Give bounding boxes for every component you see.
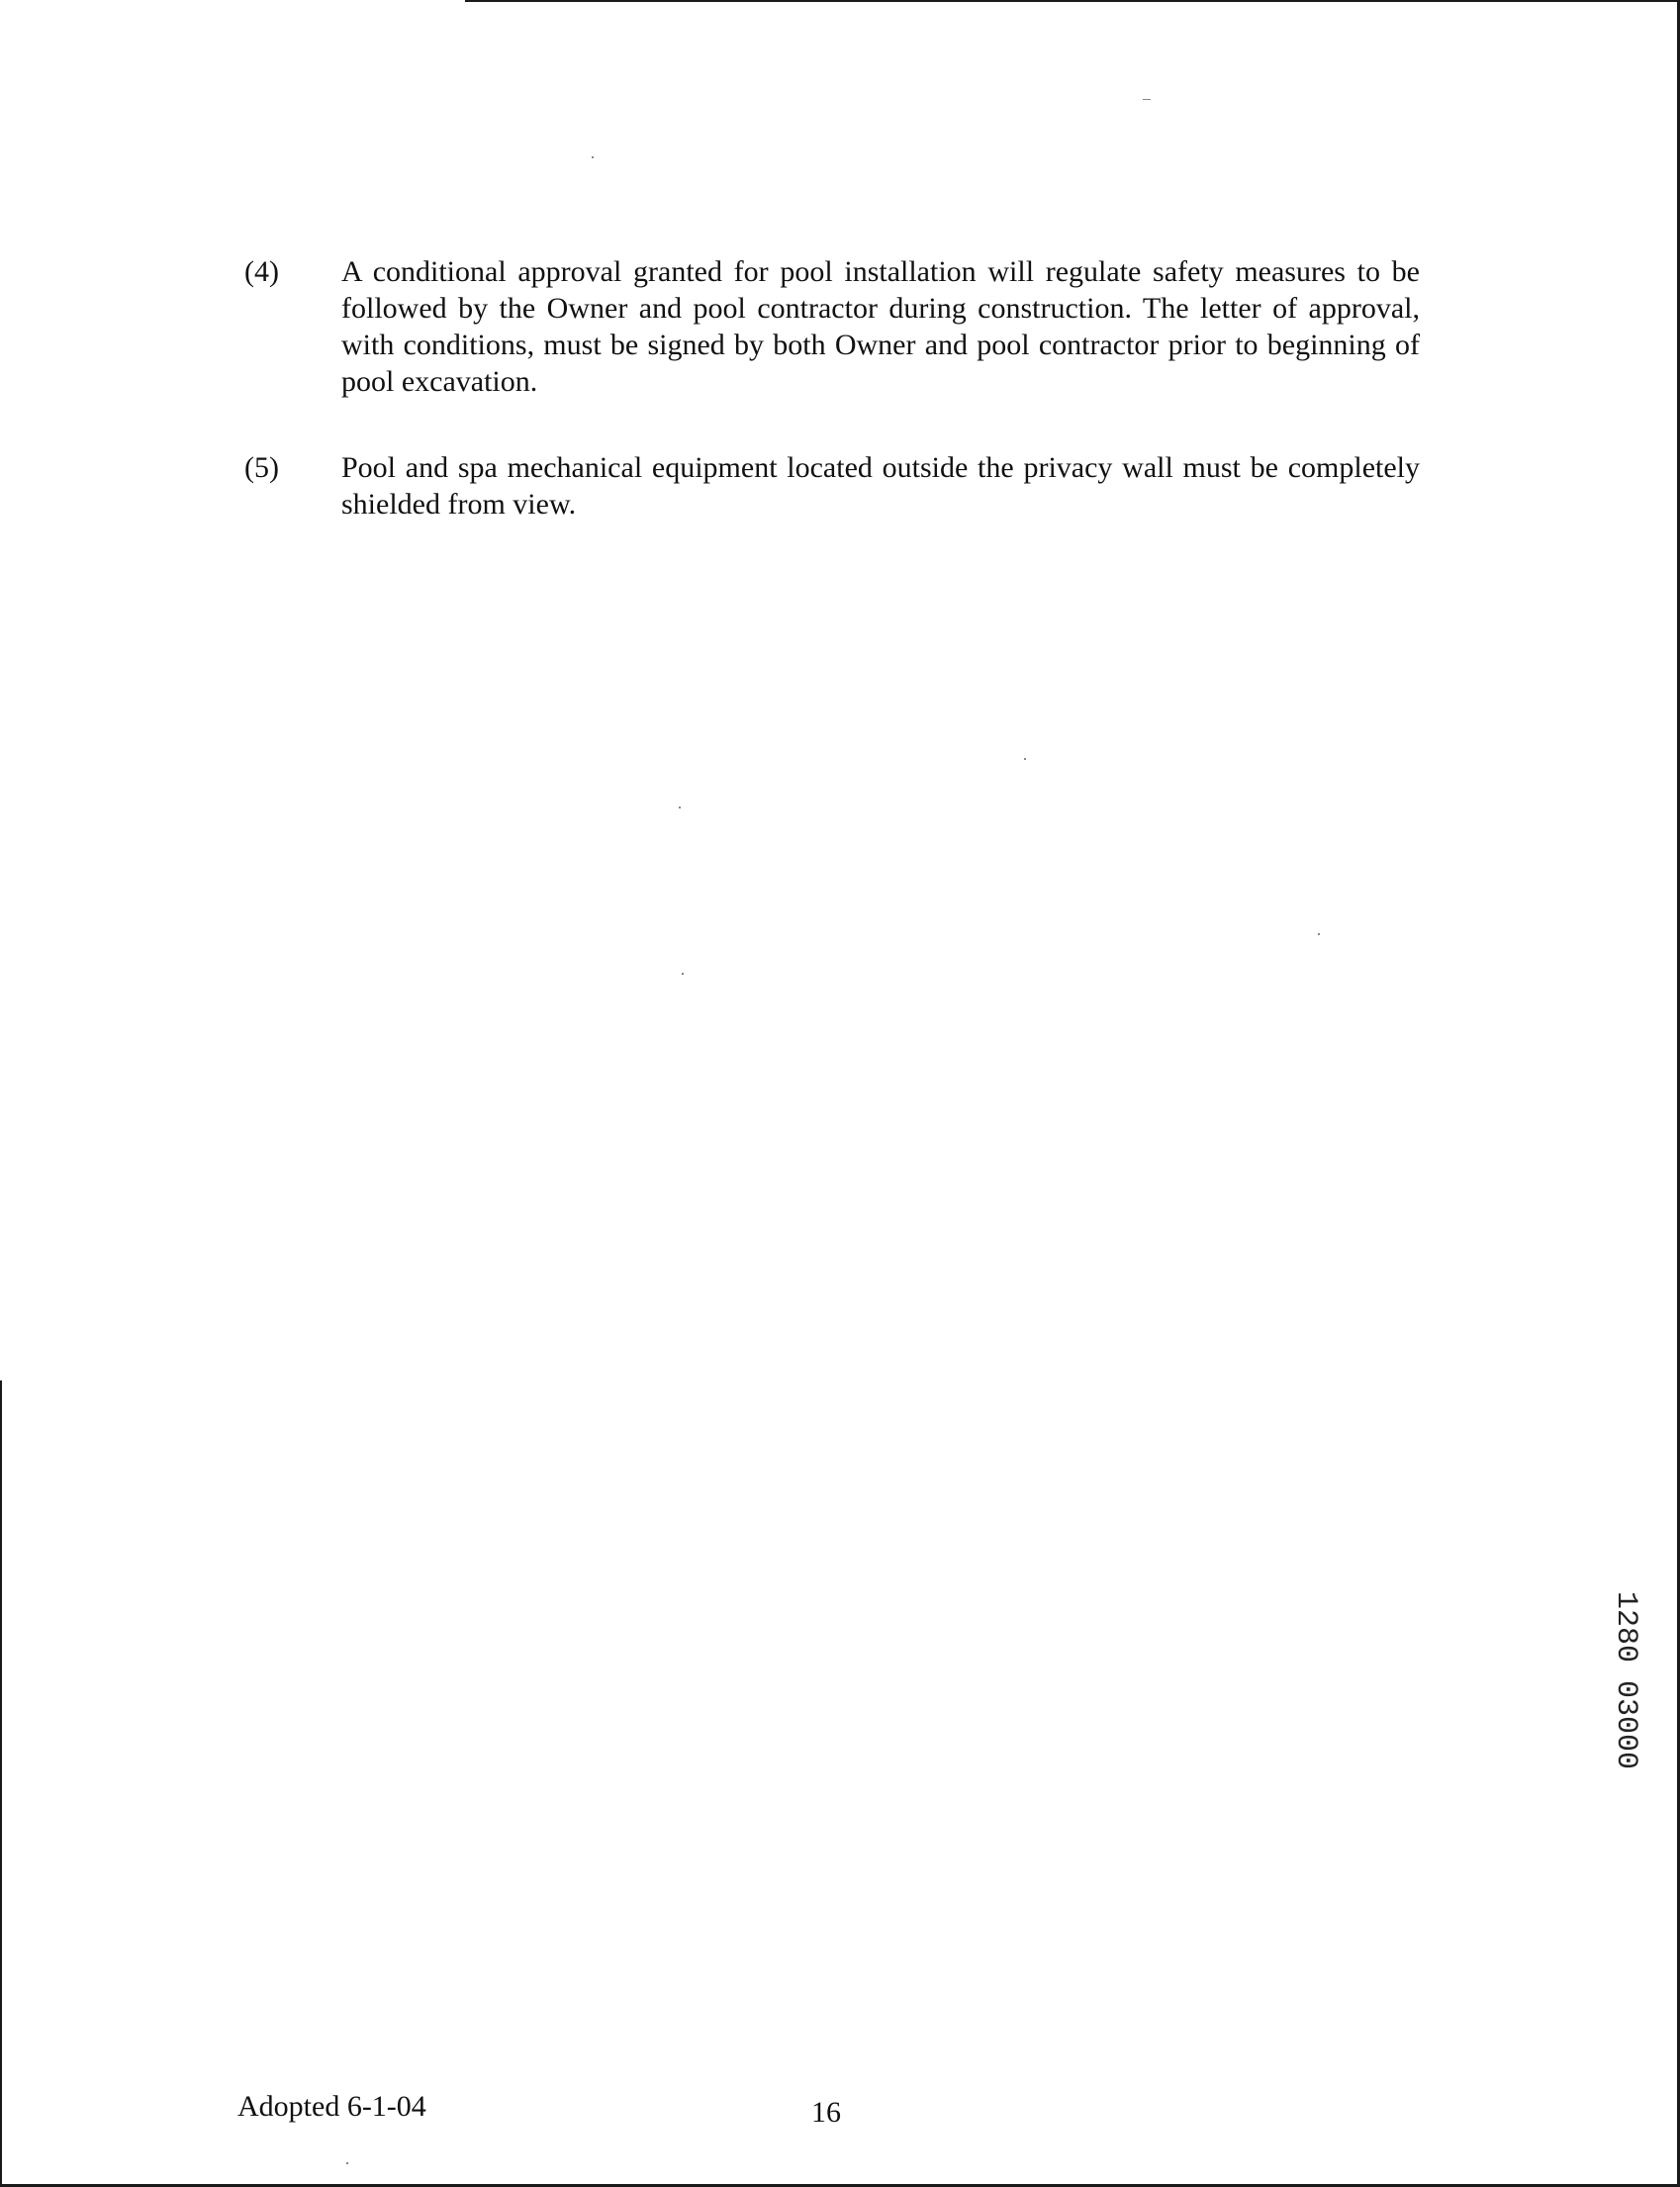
scan-speck <box>592 156 594 158</box>
adopted-date: Adopted 6-1-04 <box>237 2090 426 2123</box>
scan-speck <box>1024 758 1026 760</box>
scan-speck <box>679 807 681 808</box>
scan-speck <box>682 973 684 975</box>
top-scan-edge <box>465 0 1680 2</box>
page-number: 16 <box>811 2096 841 2129</box>
scan-speck <box>1143 99 1151 100</box>
scan-speck <box>1318 933 1320 935</box>
section-number: (4) <box>244 255 279 288</box>
section-text: Pool and spa mechanical equipment located outside the privacy wall must be completely shielded from view. <box>341 451 1420 521</box>
scan-speck <box>346 2162 348 2164</box>
left-scan-edge <box>0 1380 2 2187</box>
section-text: A conditional approval granted for pool installation will regulate safety measures to be followed by the Owner and pool contractor during construction. The letter of approval, with conditions, must be signed by both Owner and pool contractor prior to beginning of pool excavation. <box>341 255 1420 398</box>
bates-number: 1280 03000 <box>1609 1591 1642 1770</box>
section-number: (5) <box>244 451 279 484</box>
